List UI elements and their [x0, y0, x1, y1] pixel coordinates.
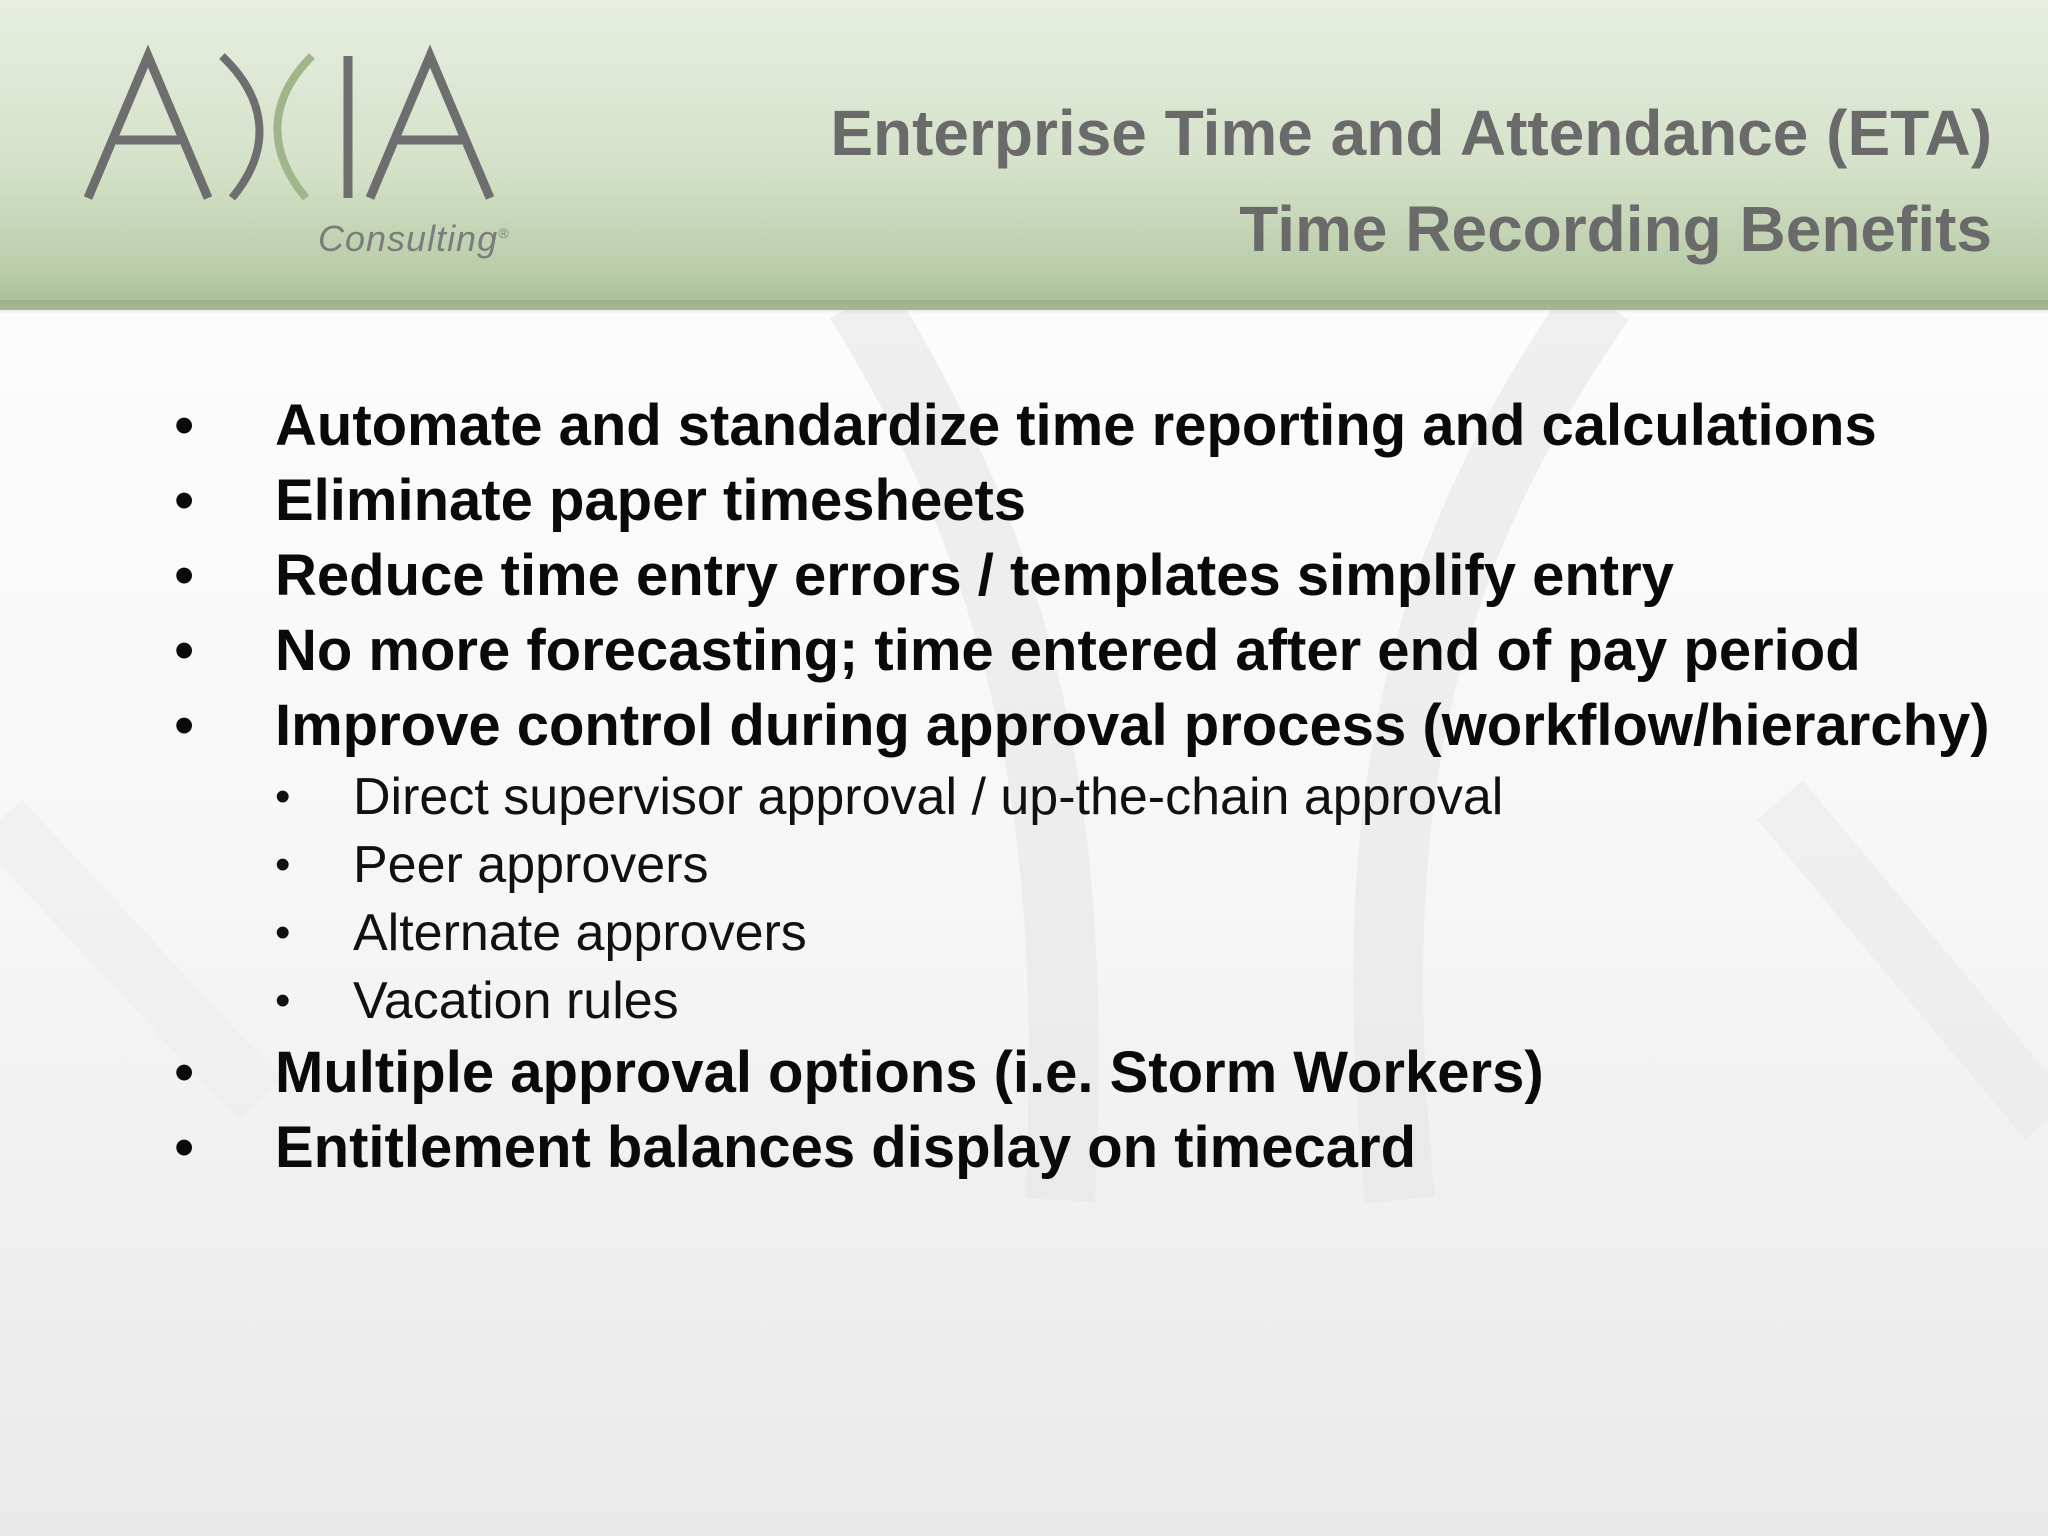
header-shadow	[0, 300, 2048, 314]
bullet-text: Improve control during approval process (workflow/hierarchy)	[275, 693, 1990, 758]
bullet-item	[170, 1110, 2000, 1185]
bullet-text: Automate and standardize time reporting and calculations	[275, 393, 1877, 458]
bullet-list	[170, 388, 2000, 1185]
sub-bullet-text: Peer approvers	[353, 836, 709, 894]
logo-tagline: Consulting®	[318, 218, 510, 259]
sub-bullet-item	[170, 899, 2000, 967]
bullet-text: Entitlement balances display on timecard	[275, 1115, 1416, 1180]
bullet-icon: •	[174, 693, 195, 758]
sub-bullet-icon: •	[275, 840, 291, 889]
bullet-item	[170, 688, 2000, 763]
title-line-1: Enterprise Time and Attendance (ETA)	[830, 97, 1992, 169]
sub-bullet-item	[170, 967, 2000, 1035]
axia-logo	[80, 40, 530, 270]
title-line-2: Time Recording Benefits	[1239, 193, 1992, 265]
sub-bullet-text: Direct supervisor approval / up-the-chain approval	[353, 768, 1504, 826]
bullet-icon: •	[174, 543, 195, 608]
bullet-text: Multiple approval options (i.e. Storm Workers)	[275, 1040, 1544, 1105]
bullet-item	[170, 613, 2000, 688]
bullet-icon: •	[174, 468, 195, 533]
bullet-item	[170, 463, 2000, 538]
bullet-item	[170, 388, 2000, 463]
sub-bullet-item	[170, 831, 2000, 899]
bullet-text: Reduce time entry errors / templates simplify entry	[275, 543, 1674, 608]
bullet-text: Eliminate paper timesheets	[275, 468, 1027, 533]
sub-bullet-item	[170, 763, 2000, 831]
sub-bullet-icon: •	[275, 976, 291, 1025]
bullet-item	[170, 1035, 2000, 1110]
bullet-icon: •	[174, 1115, 195, 1180]
sub-bullet-icon: •	[275, 908, 291, 957]
sub-bullet-icon: •	[275, 772, 291, 821]
bullet-icon: •	[174, 1040, 195, 1105]
sub-bullet-text: Vacation rules	[353, 972, 679, 1030]
trademark-symbol: ®	[498, 225, 510, 241]
slide-title	[830, 85, 1992, 277]
bullet-icon: •	[174, 618, 195, 683]
bullet-text: No more forecasting; time entered after end of pay period	[275, 618, 1861, 683]
sub-bullet-text: Alternate approvers	[353, 904, 807, 962]
bullet-item	[170, 538, 2000, 613]
bullet-icon: •	[174, 393, 195, 458]
sub-bullet-list	[170, 763, 2000, 1035]
